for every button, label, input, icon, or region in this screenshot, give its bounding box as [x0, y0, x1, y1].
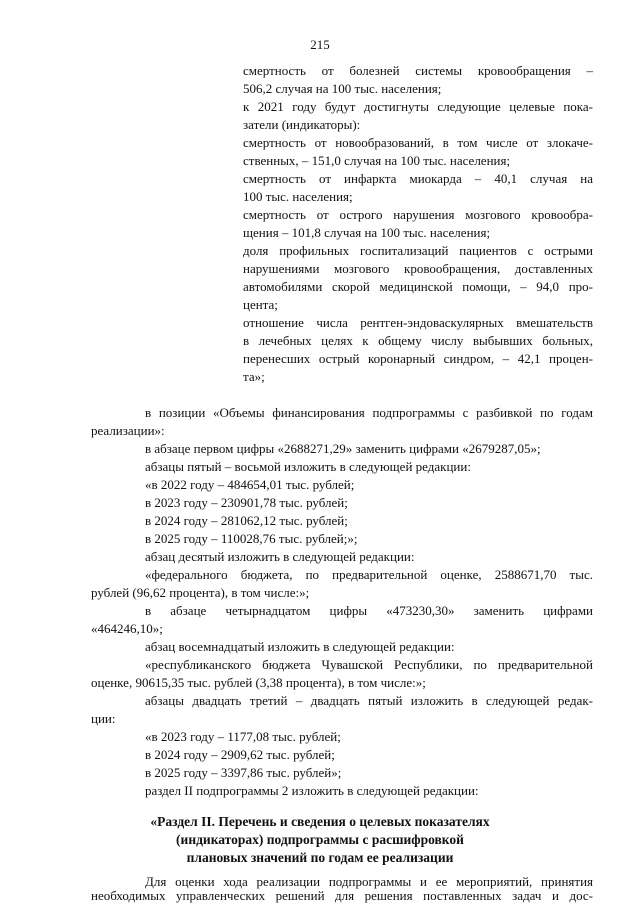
body-line: в 2025 году – 110028,76 тыс. рублей;»; [145, 531, 358, 546]
indicator-line: смертность от новообразований, в том числе от злокаче- [243, 135, 593, 150]
indicator-line: та»; [243, 369, 265, 384]
body-line: в абзаце четырнадцатом цифры «473230,30» заменить цифрами [145, 603, 593, 618]
indicator-line: смертность от инфаркта миокарда – 40,1 случая на [243, 171, 593, 186]
indicator-line: в лечебных целях к общему числу выбывших больных, [243, 333, 593, 348]
body-line: в абзаце первом цифры «2688271,29» заменить цифрами «2679287,05»; [145, 441, 541, 456]
indicator-line: отношение числа рентген-эндоваскулярных вмешательств [243, 315, 593, 330]
indicator-line: к 2021 году будут достигнуты следующие целевые пока- [243, 99, 593, 114]
indicator-line: смертность от болезней системы кровообращения – [243, 63, 593, 78]
body-line: в 2025 году – 3397,86 тыс. рублей»; [145, 765, 342, 780]
body-line: ции: [91, 711, 116, 726]
body-line: «464246,10»; [91, 621, 163, 636]
body-line: в позиции «Объемы финансирования подпрограммы с разбивкой по годам [145, 405, 593, 420]
section-heading: (индикаторах) подпрограммы с расшифровкой [176, 832, 464, 847]
paragraph-line: Для оценки хода реализации подпрограммы и ее мероприятий, принятия [145, 874, 593, 889]
indicator-line: автомобилями скорой медицинской помощи, – 94,0 про- [243, 279, 593, 294]
indicator-line: затели (индикаторы): [243, 117, 361, 132]
body-line: абзац восемнадцатый изложить в следующей редакции: [145, 639, 455, 654]
indicator-line: смертность от острого нарушения мозгового кровообра- [243, 207, 593, 222]
indicator-line: ственных, – 151,0 случая на 100 тыс. населения; [243, 153, 511, 168]
indicator-line: нарушениями мозгового кровообращения, доставленных [243, 261, 593, 276]
indicator-line: 506,2 случая на 100 тыс. населения; [243, 81, 442, 96]
body-line: в 2023 году – 230901,78 тыс. рублей; [145, 495, 348, 510]
indicator-line: доля профильных госпитализаций пациентов с острыми [243, 243, 593, 258]
section-heading: «Раздел II. Перечень и сведения о целевых показателях [150, 814, 490, 829]
body-line: рублей (96,62 процента), в том числе:»; [91, 585, 310, 600]
indicator-line: щения – 101,8 случая на 100 тыс. населения; [243, 225, 491, 240]
body-line: «республиканского бюджета Чувашской Республики, по предварительной [145, 657, 593, 672]
body-line: «в 2023 году – 1177,08 тыс. рублей; [145, 729, 341, 744]
body-line: раздел II подпрограммы 2 изложить в следующей редакции: [145, 783, 479, 798]
indicator-line: 100 тыс. населения; [243, 189, 353, 204]
indicator-line: цента; [243, 297, 278, 312]
body-line: «в 2022 году – 484654,01 тыс. рублей; [145, 477, 355, 492]
body-line: абзацы двадцать третий – двадцать пятый изложить в следующей редак- [145, 693, 593, 708]
paragraph-line: необходимых управленческих решений для решения поставленных задач и дос- [91, 888, 593, 903]
body-line: реализации»: [91, 423, 165, 438]
body-line: абзац десятый изложить в следующей редакции: [145, 549, 415, 564]
body-line: оценке, 90615,35 тыс. рублей (3,38 процента), в том числе:»; [91, 675, 426, 690]
body-line: абзацы пятый – восьмой изложить в следующей редакции: [145, 459, 471, 474]
section-heading: плановых значений по годам ее реализации [186, 850, 454, 865]
body-line: «федерального бюджета, по предварительной оценке, 2588671,70 тыс. [145, 567, 593, 582]
body-line: в 2024 году – 2909,62 тыс. рублей; [145, 747, 335, 762]
indicator-line: перенесших острый коронарный синдром, – 42,1 процен- [243, 351, 593, 366]
body-line: в 2024 году – 281062,12 тыс. рублей; [145, 513, 348, 528]
page-number: 215 [310, 37, 330, 52]
